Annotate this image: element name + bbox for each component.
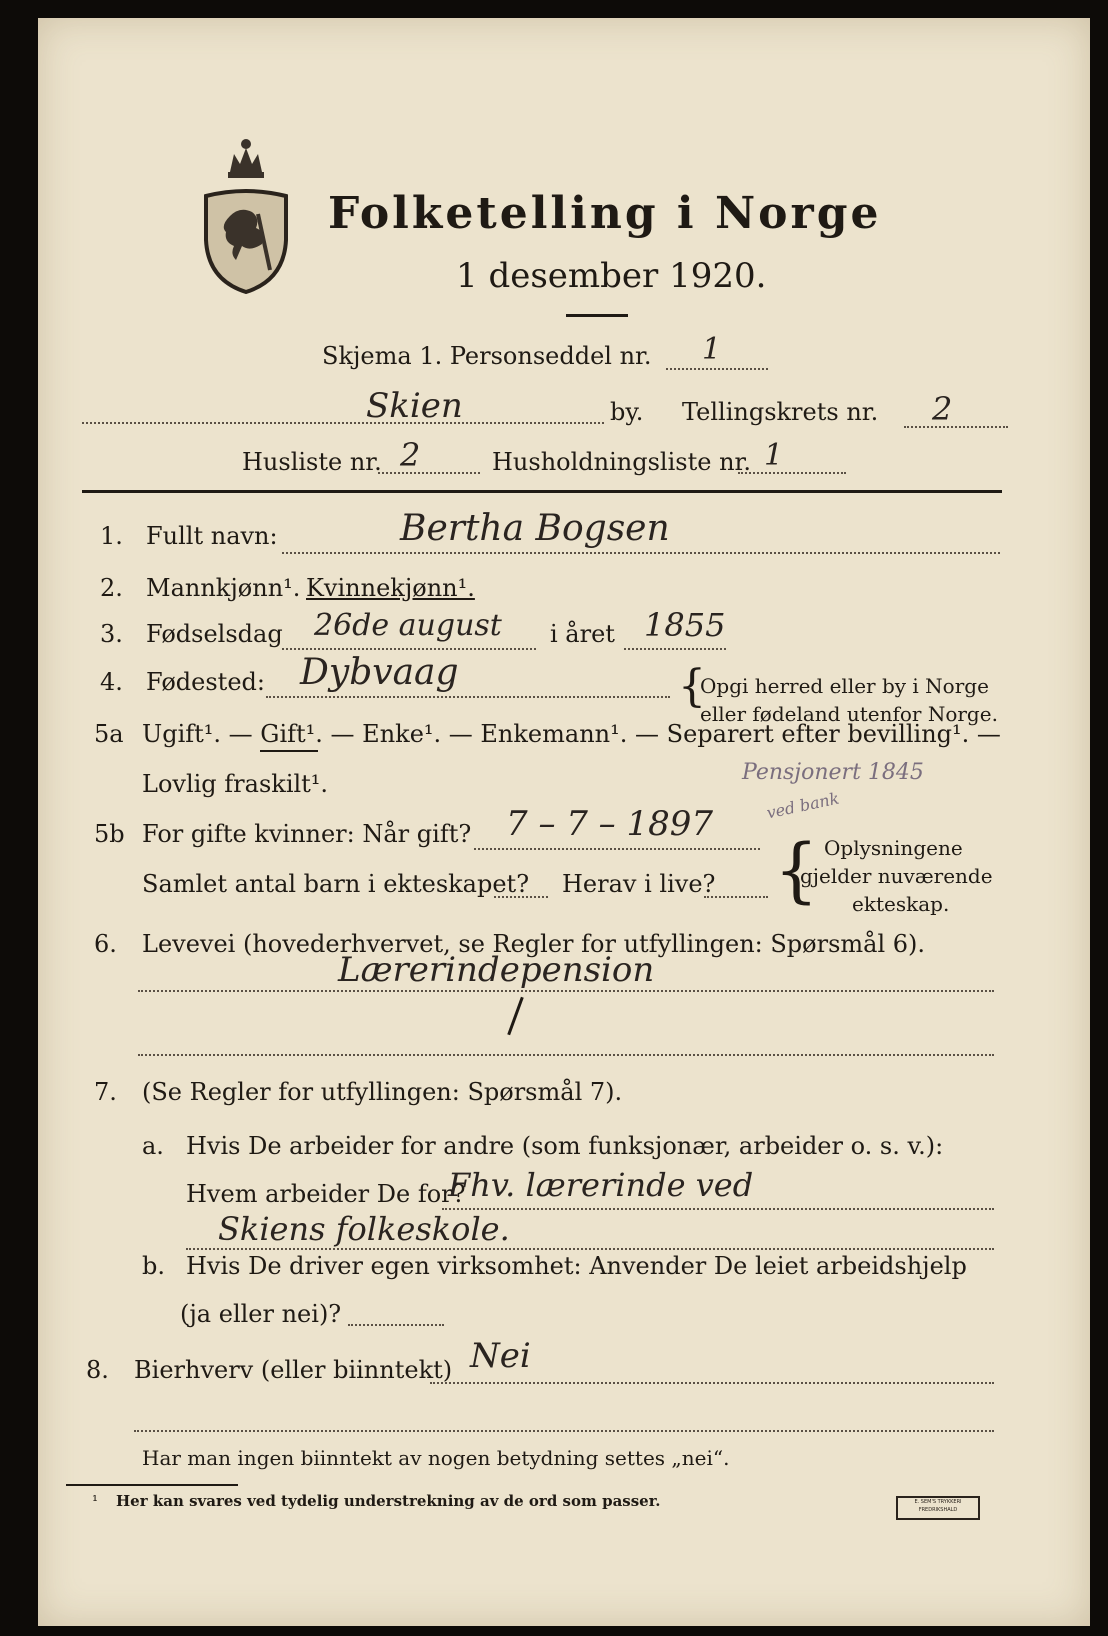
q1-value: Bertha Bogsen — [400, 508, 670, 549]
q6-number: 6. — [94, 930, 117, 958]
q5b-note-line3: ekteskap. — [852, 892, 950, 916]
household-list-number: 1 — [764, 438, 784, 473]
household-list-label: Husholdningsliste nr. — [492, 448, 751, 476]
q1-number: 1. — [100, 522, 123, 550]
printer-stamp — [896, 1496, 980, 1520]
q4-value: Dybvaag — [300, 652, 459, 693]
footer-note: Har man ingen biinntekt av nogen betydning settes „nei“. — [142, 1446, 730, 1470]
q3-number: 3. — [100, 620, 123, 648]
q6-value-stroke — [507, 997, 523, 1036]
person-slip-number: 1 — [702, 332, 722, 367]
q5a-options: Ugift¹. — Gift¹. — Enke¹. — Enkemann¹. — Separert efter bevilling¹. — — [142, 720, 1001, 748]
q7a-letter: a. — [142, 1132, 164, 1160]
q4-note-line1: Opgi herred eller by i Norge — [700, 674, 989, 698]
q2-male: Mannkjønn¹. — [146, 574, 301, 602]
q7-label: (Se Regler for utfyllingen: Spørsmål 7). — [142, 1078, 623, 1106]
q5b-note-line2: gjelder nuværende — [800, 864, 993, 888]
printer-stamp-text: E. SEM'S TRYKKERI FREDRIKSHALD — [914, 1499, 962, 1513]
footnote-divider — [66, 1484, 238, 1486]
q7b-label-line2: (ja eller nei)? — [180, 1300, 342, 1328]
q7-number: 7. — [94, 1078, 117, 1106]
q5a-married-underline — [260, 750, 318, 752]
q7b-label: Hvis De driver egen virksomhet: Anvender De leiet arbeidshjelp — [186, 1252, 967, 1280]
q5a-number: 5a — [94, 720, 124, 748]
q4-label: Fødested: — [146, 668, 265, 696]
q5b-label: For gifte kvinner: Når gift? — [142, 820, 472, 848]
footnote-text: Her kan svares ved tydelig understrekning av de ord som passer. — [116, 1492, 661, 1510]
q7a-label: Hvis De arbeider for andre (som funksjonær, arbeider o. s. v.): — [186, 1132, 944, 1160]
q5b-children-label: Samlet antal barn i ekteskapet? — [142, 870, 530, 898]
form-date: 1 desember 1920. — [456, 256, 767, 296]
q1-label: Fullt navn: — [146, 522, 278, 550]
q3-year-label: i året — [550, 620, 615, 648]
q5b-margin-note: ved bank — [764, 788, 841, 823]
q7a-employer-value-line2: Skiens folkeskole. — [218, 1210, 510, 1248]
coat-of-arms-icon — [200, 130, 292, 294]
q3-year-value: 1855 — [644, 606, 726, 644]
q4-number: 4. — [100, 668, 123, 696]
q3-birthdate: 26de august — [314, 608, 502, 643]
q8-label: Bierhverv (eller biinntekt) — [134, 1356, 453, 1384]
city-value: Skien — [366, 386, 463, 426]
q6-value: Lærerindepension — [338, 950, 655, 990]
q5a-options-line2: Lovlig fraskilt¹. — [142, 770, 329, 798]
district-number: 2 — [932, 390, 953, 428]
census-sheet: Folketelling i Norge 1 desember 1920. Skjema 1. Personseddel nr. 1 Skien by. Tellingskrets nr. 2 Husliste nr. 2 Husholdningsliste nr. 1 1. Fullt navn: Bertha Bogsen 2. Mannkjønn¹. Kvinnekjønn¹. 3. Fødselsdag 26de august i året 1855 4. Fødested: Dybvaag { Opgi herred eller by i Norge eller fødeland utenfor Norge. 5a Ugift¹. — Gift¹. — Enke¹. — Enkemann¹. — Separert efter bevilling¹. — Lovlig fraskilt¹. Pensjonert 1845 5b For gifte kvinner: Når gift? 7 – 7 – 1897 ved bank Samlet antal barn i ekteskapet? Herav i live? { Oplysningene gjelder nuværende ekteskap. 6. Levevei (hovederhvervet, se Regler for utfyllingen: Spørsmål 6). Lærerindepension 7. (Se Regler for utfyllingen: Spørsmål 7). a. Hvis De arbeider for andre (som funksjonær, arbeider o. s. v.): Hvem arbeider De for? Fhv. lærerinde ved Skiens folkeskole. b. Hvis De driver egen virksomhet: Anvender De leiet arbeidshjelp (ja eller nei)? 8. Bierhverv (eller biinntekt) Nei Har man ingen biinntekt av nogen betydning settes „nei“. ¹ Her kan svares ved tydelig understrekning av de ord som passer. E. SEM'S TRYKKERI FREDRIKSHALD — [38, 18, 1090, 1626]
district-label: Tellingskrets nr. — [682, 398, 879, 426]
header-divider — [82, 490, 1002, 493]
q5b-married-date: 7 – 7 – 1897 — [506, 804, 714, 844]
q7a-employer-value: Fhv. lærerinde ved — [448, 1166, 754, 1204]
q7a-employer-label: Hvem arbeider De for? — [186, 1180, 466, 1208]
q7b-letter: b. — [142, 1252, 165, 1280]
q6-label: Levevei (hovederhvervet, se Regler for utfyllingen: Spørsmål 6). — [142, 930, 926, 958]
house-list-number: 2 — [400, 436, 421, 474]
q2-female: Kvinnekjønn¹. — [306, 574, 475, 602]
q5a-margin-note: Pensjonert 1845 — [742, 760, 924, 785]
footnote-marker: ¹ — [92, 1492, 99, 1510]
q5b-alive-label: Herav i live? — [562, 870, 716, 898]
q2-number: 2. — [100, 574, 123, 602]
house-list-label: Husliste nr. — [242, 448, 382, 476]
q4-note-line2: eller fødeland utenfor Norge. — [700, 702, 998, 726]
q8-number: 8. — [86, 1356, 109, 1384]
q8-value: Nei — [470, 1336, 531, 1376]
q5b-number: 5b — [94, 820, 125, 848]
title-divider — [566, 314, 628, 317]
city-label: by. — [610, 398, 644, 426]
schema-label: Skjema 1. Personseddel nr. — [322, 342, 652, 370]
form-title: Folketelling i Norge — [328, 188, 882, 239]
q5b-note-line1: Oplysningene — [824, 836, 963, 860]
q3-label: Fødselsdag — [146, 620, 283, 648]
